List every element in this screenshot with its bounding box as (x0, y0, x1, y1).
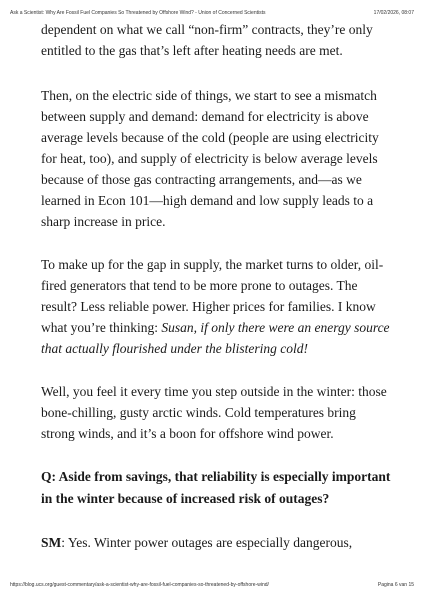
print-datetime: 17/02/2026, 08:07 (373, 10, 414, 16)
interview-question: Q: Aside from savings, that reliability is especially important in the winter because of increased risk of outages? (41, 469, 391, 506)
speaker-initials: SM (41, 535, 62, 550)
italic-quote: Susan, if only there were an energy source that actually flourished under the blistering cold! (41, 320, 390, 356)
page-title: Ask a Scientist: Why Are Fossil Fuel Companies So Threatened by Offshore Wind? - Union of Concerned Scientists (10, 10, 266, 16)
article-body (41, 19, 391, 575)
paragraph: Then, on the electric side of things, we start to see a mismatch between supply and demand: demand for electricity is above average levels because of the cold (people are using electricity for heat, too), and supply of electricity is below average levels because of those gas contracting arrangements, and—as we learned in Econ 101—high demand and low supply leads to a sharp increase in price. (41, 88, 379, 229)
interview-answer (41, 532, 391, 553)
answer-text: : Yes. Winter power outages are especially dangerous, (61, 535, 353, 550)
print-footer (10, 582, 414, 588)
print-header (10, 10, 414, 16)
paragraph: Well, you feel it every time you step outside in the winter: those bone-chilling, gusty arctic winds. Cold temperatures bring strong winds, and it’s a boon for offshore wind power. (41, 384, 387, 441)
page-url: https://blog.ucs.org/guest-commentary/ask-a-scientist-why-are-fossil-fuel-companies-so-threatened-by-offshore-wind/ (10, 582, 269, 588)
page-number: Pagina 6 van 15 (377, 582, 414, 588)
paragraph: dependent on what we call “non-firm” contracts, they’re only entitled to the gas that’s left after heating needs are met. (41, 22, 373, 58)
paragraph (41, 254, 391, 359)
paragraph-text: To make up for the gap in supply, the market turns to older, oil-fired generators that tend to be more prone to outages. The result? Less reliable power. Higher prices for families. I know what you’re thinking: (41, 257, 384, 335)
